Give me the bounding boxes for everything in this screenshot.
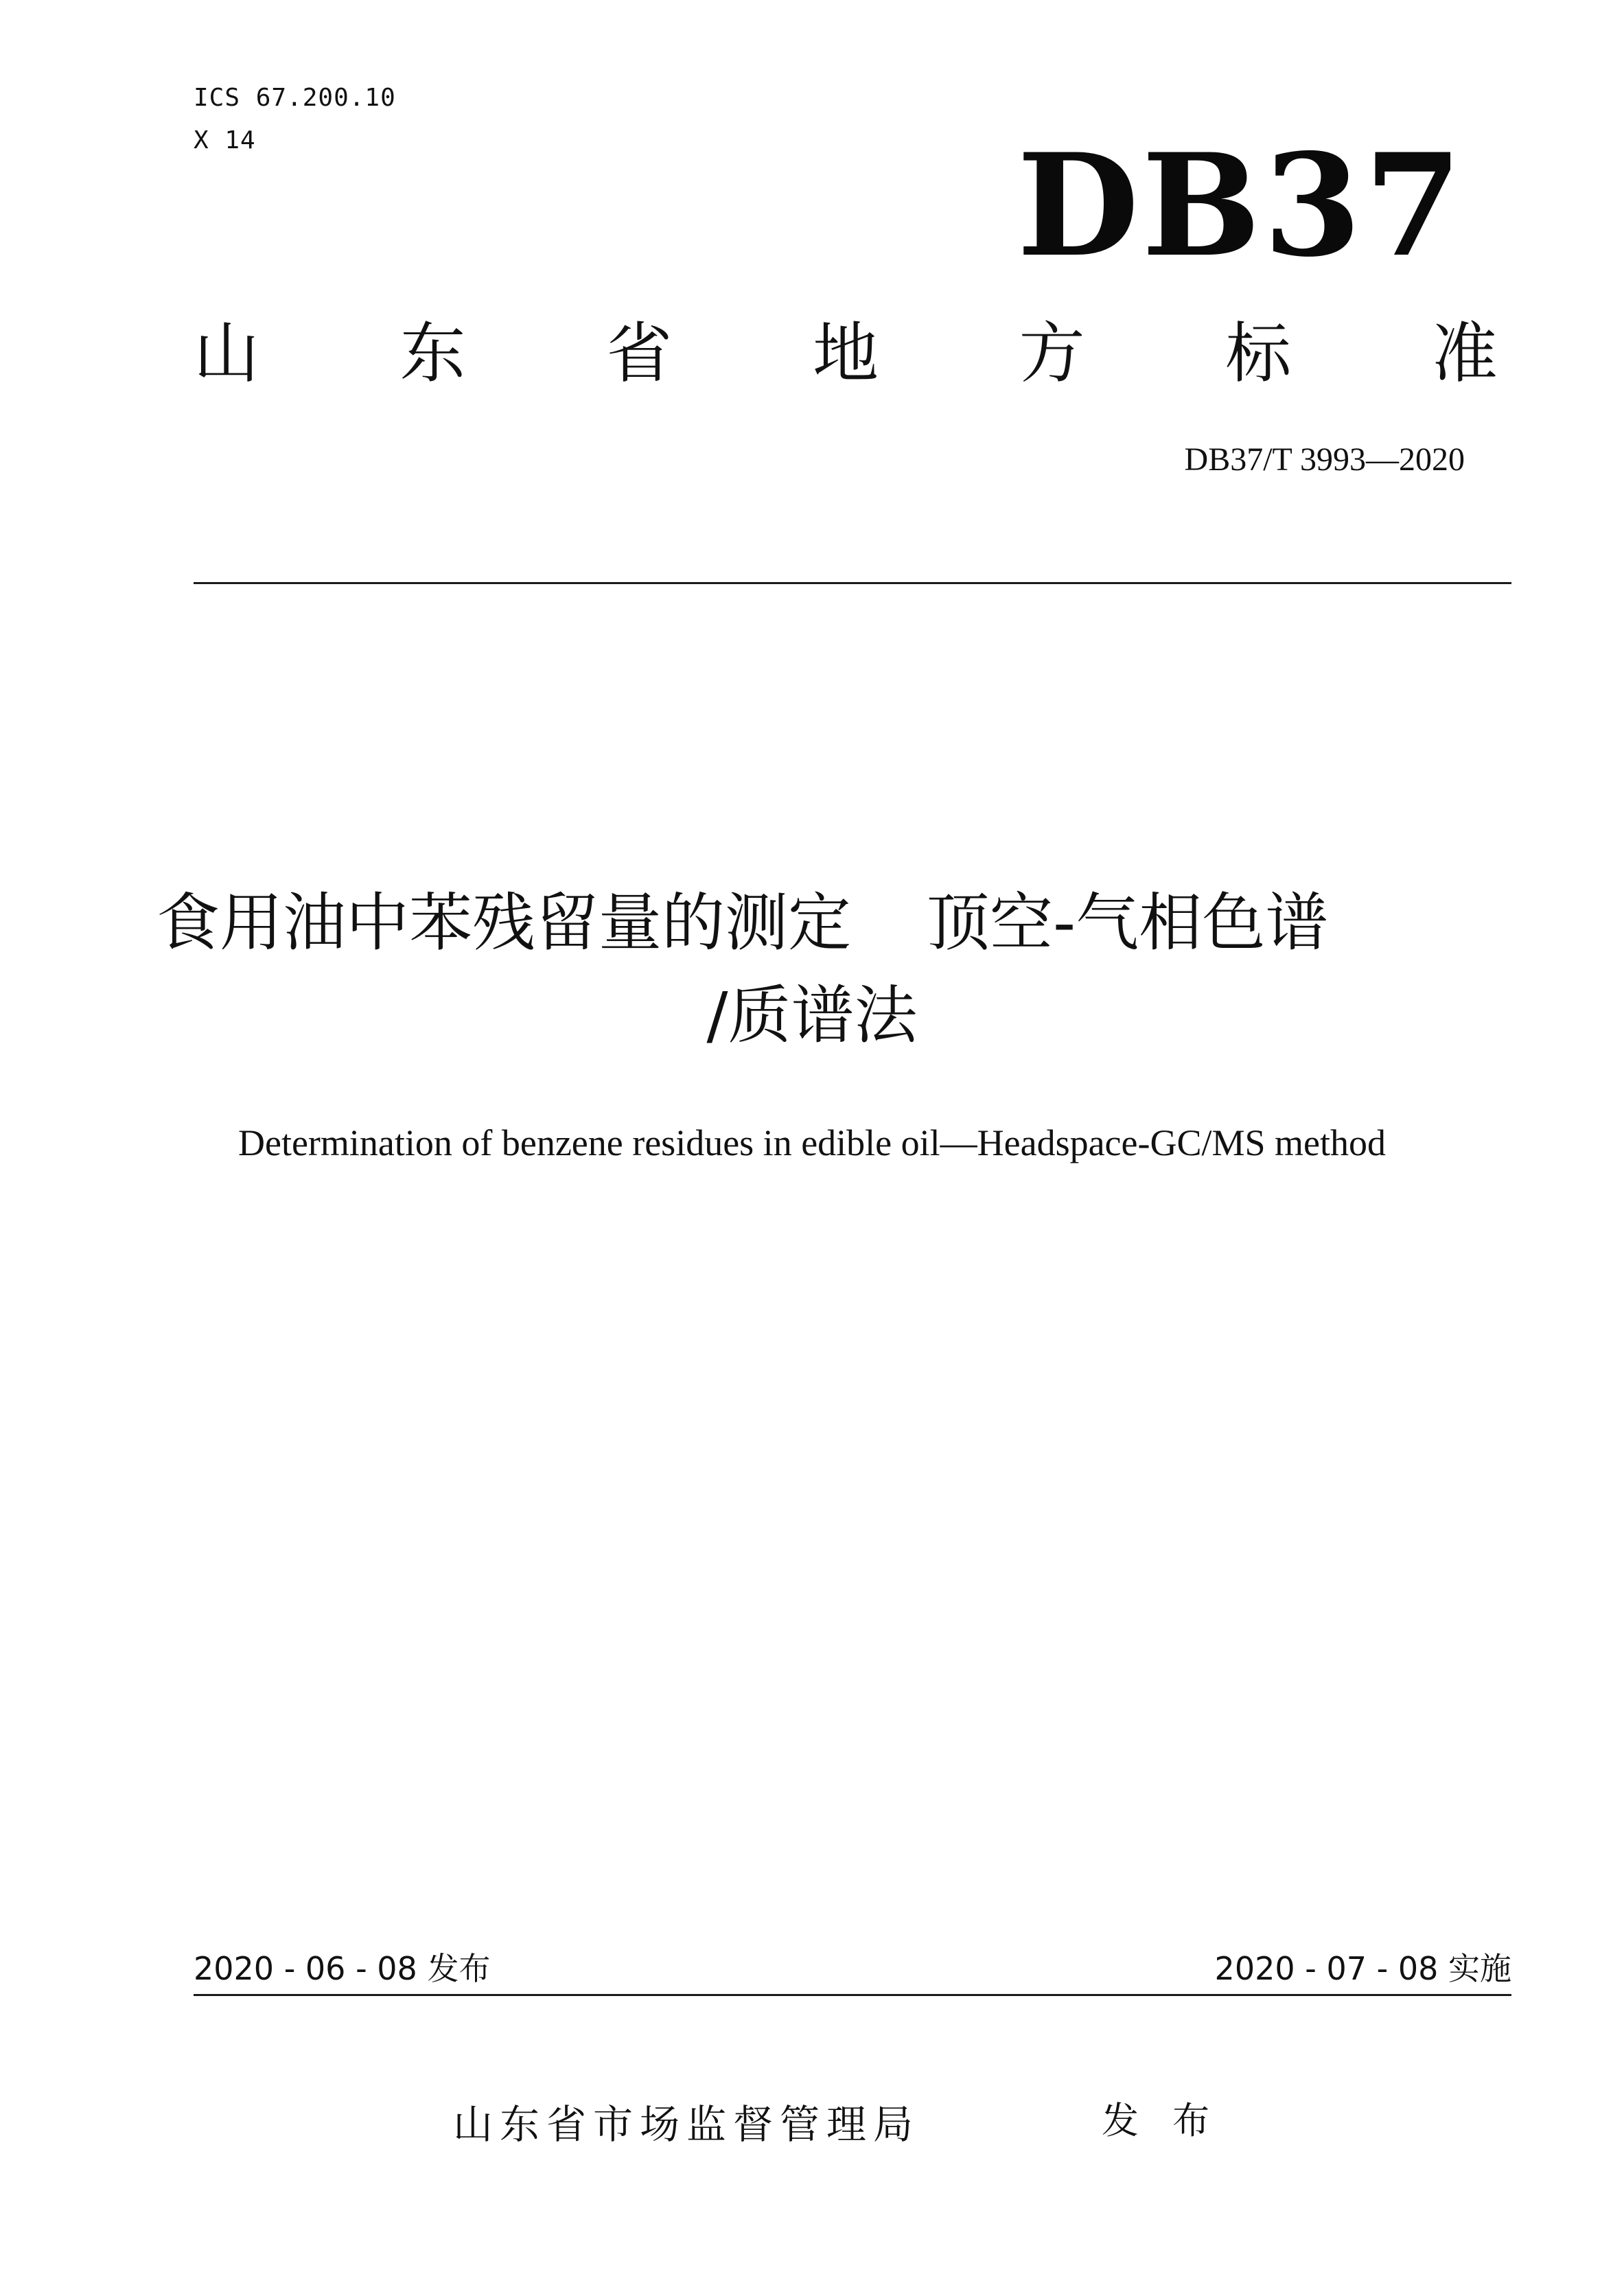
top-divider (194, 582, 1511, 584)
org-title-char: 标 (1225, 315, 1292, 392)
org-title (194, 312, 1498, 395)
standard-number: DB37/T 3993—2020 (1184, 441, 1465, 478)
title-cn-line2: /质谱法 (706, 979, 918, 1052)
issued-label: 发 布 (1102, 2099, 1221, 2142)
classification-code: X 14 (194, 126, 256, 154)
title-cn-part1: 食用油中苯残留量的测定 (156, 886, 852, 960)
implementation-date: 2020 - 07 - 08 实施 (1214, 1950, 1511, 1987)
org-title-char: 准 (1431, 315, 1498, 392)
org-title-char: 地 (812, 315, 879, 392)
org-title-char: 方 (1019, 315, 1085, 392)
issuing-authority: 山东省市场监督管理局 (453, 2101, 920, 2148)
ics-code: ICS 67.200.10 (194, 84, 396, 112)
title-cn-line1 (156, 882, 1474, 964)
bottom-divider (194, 1994, 1511, 1996)
title-cn-part2: 顶空-气相色谱 (927, 886, 1329, 960)
standard-logo: DB37 (1017, 124, 1465, 288)
org-title-char: 山 (194, 315, 259, 392)
title-en: Determination of benzene residues in edible oil—Headspace-GC/MS method (237, 1122, 1387, 1163)
org-title-char: 省 (606, 315, 673, 392)
org-title-char: 东 (399, 315, 466, 392)
issue-date: 2020 - 06 - 08 发布 (194, 1950, 491, 1987)
